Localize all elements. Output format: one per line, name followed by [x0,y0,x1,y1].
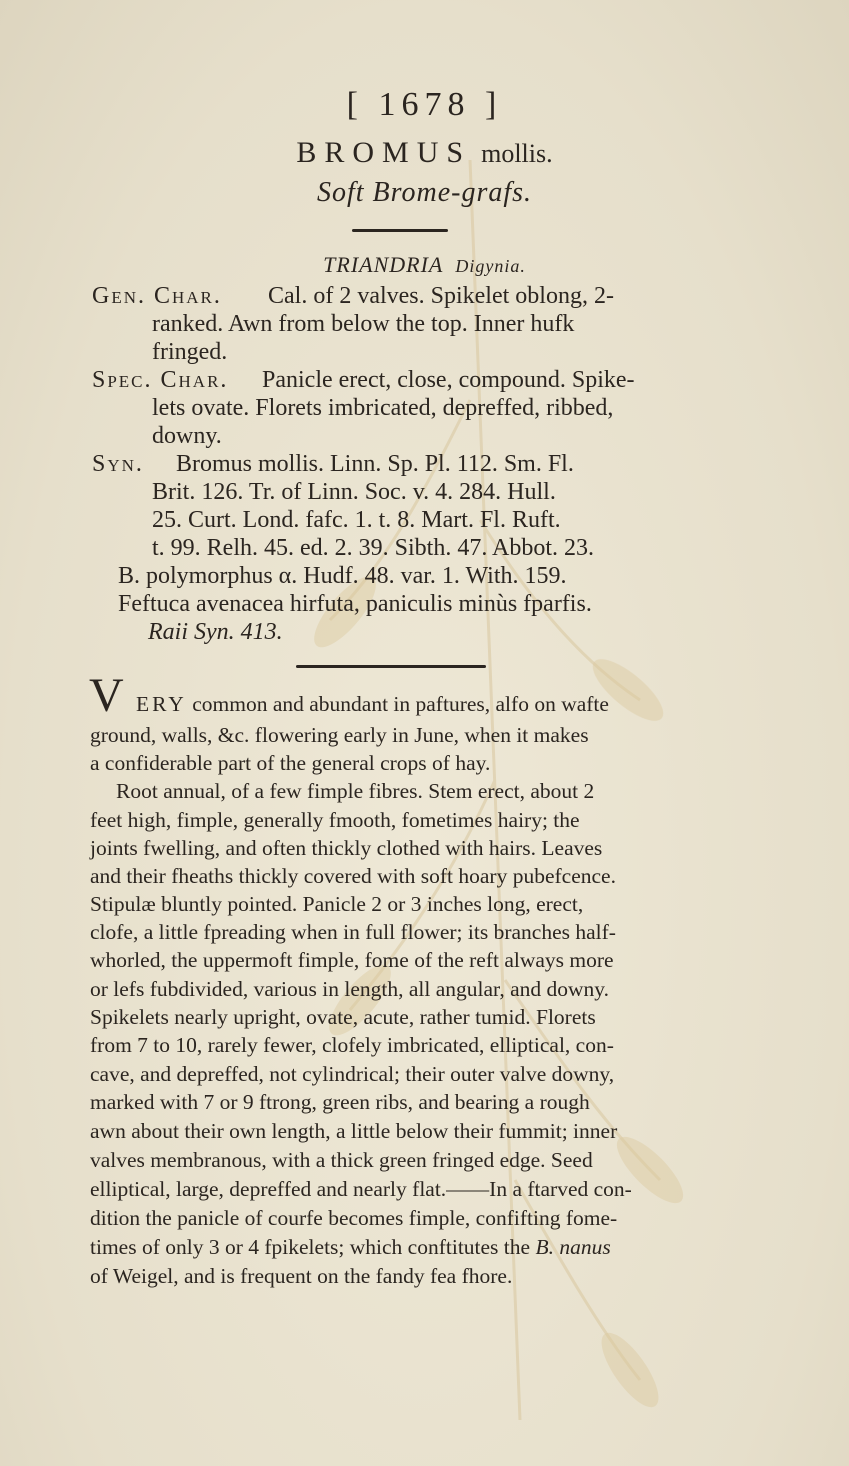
description-line: dition the panicle of courfe becomes fimple, confifting fome- [90,1206,618,1230]
description-line: or lefs fubdivided, various in length, all angular, and downy. [90,977,610,1001]
description-line: from 7 to 10, rarely fewer, clofely imbricated, elliptical, con- [90,1033,614,1057]
description-line: Spikelets nearly upright, ovate, acute, rather tumid. Florets [90,1005,596,1029]
description-line: whorled, the uppermoft fimple, fome of the reft always more [90,948,614,972]
description-line: clofe, a little fpreading when in full flower; its branches half- [90,920,616,944]
gen-char-line: fringed. [152,339,228,365]
syn-line: Bromus mollis. Linn. Sp. Pl. 112. Sm. Fl. [176,451,574,477]
linnaean-classification [0,252,849,278]
syn-line: t. 99. Relh. 45. ed. 2. 39. Sibth. 47. Abbot. 23. [152,535,595,561]
spec-char-line: Panicle erect, close, compound. Spike- [262,367,635,393]
gen-char-line: ranked. Awn from below the top. Inner hufk [152,311,575,337]
common-name: Soft Brome-grafs. [316,177,533,208]
spec-char-line: lets ovate. Florets imbricated, depreffed, ribbed, [152,395,614,421]
description-line: Root annual, of a few fimple fibres. Stem erect, about 2 [116,779,595,803]
syn-line: Raii Syn. 413. [148,619,283,645]
description-line: cave, and depreffed, not cylindrical; their outer valve downy, [90,1062,615,1086]
page-number: [ 1678 ] [346,86,503,123]
order-name: Digynia. [455,256,526,276]
genus-name: BROMUS [296,136,472,169]
description-line: valves membranous, with a thick green fringed edge. Seed [90,1148,593,1172]
description-line: of Weigel, and is frequent on the fandy fea fhore. [90,1264,513,1288]
description-line: feet high, fimple, generally fmooth, fometimes hairy; the [90,808,580,832]
gen-char-line: Cal. of 2 valves. Spikelet oblong, 2- [268,283,614,309]
species-heading [0,136,849,170]
class-name: TRIANDRIA [323,252,444,277]
description-line: joints fwelling, and often thickly clothed with hairs. Leaves [90,836,603,860]
description-line: marked with 7 or 9 ftrong, green ribs, and bearing a rough [90,1090,590,1114]
italic-reference: B. nanus [535,1235,611,1259]
species-epithet: mollis. [481,139,553,168]
description-line: a confiderable part of the general crops of hay. [90,751,491,775]
syn-label: Syn. [92,451,144,477]
syn-line: B. polymorphus α. Hudf. 48. var. 1. With. 159. [118,563,567,589]
section-rule [296,665,486,668]
description-line: awn about their own length, a little below their fummit; inner [90,1119,618,1143]
description-first-line: ERY common and abundant in paftures, alfo on wafte [136,692,609,716]
spec-char-line: downy. [152,423,222,449]
gen-char-label: Gen. Char. [92,283,222,309]
syn-line: Feftuca avenacea hirfuta, paniculis minùs fparfis. [118,591,592,617]
drop-cap: V [89,669,124,722]
description-line: and their fheaths thickly covered with soft hoary pubefcence. [90,864,616,888]
syn-line: 25. Curt. Lond. fafc. 1. t. 8. Mart. Fl. Ruft. [152,507,561,533]
description-line: elliptical, large, depreffed and nearly flat.——In a ftarved con- [90,1177,632,1201]
description-line: Stipulæ bluntly pointed. Panicle 2 or 3 inches long, erect, [90,892,584,916]
syn-line: Brit. 126. Tr. of Linn. Soc. v. 4. 284. Hull. [152,479,556,505]
description-line: ground, walls, &c. flowering early in June, when it makes [90,723,589,747]
description-line: times of only 3 or 4 fpikelets; which conftitutes the B. nanus [90,1235,611,1259]
heading-rule [352,229,448,232]
spec-char-label: Spec. Char. [92,367,229,393]
